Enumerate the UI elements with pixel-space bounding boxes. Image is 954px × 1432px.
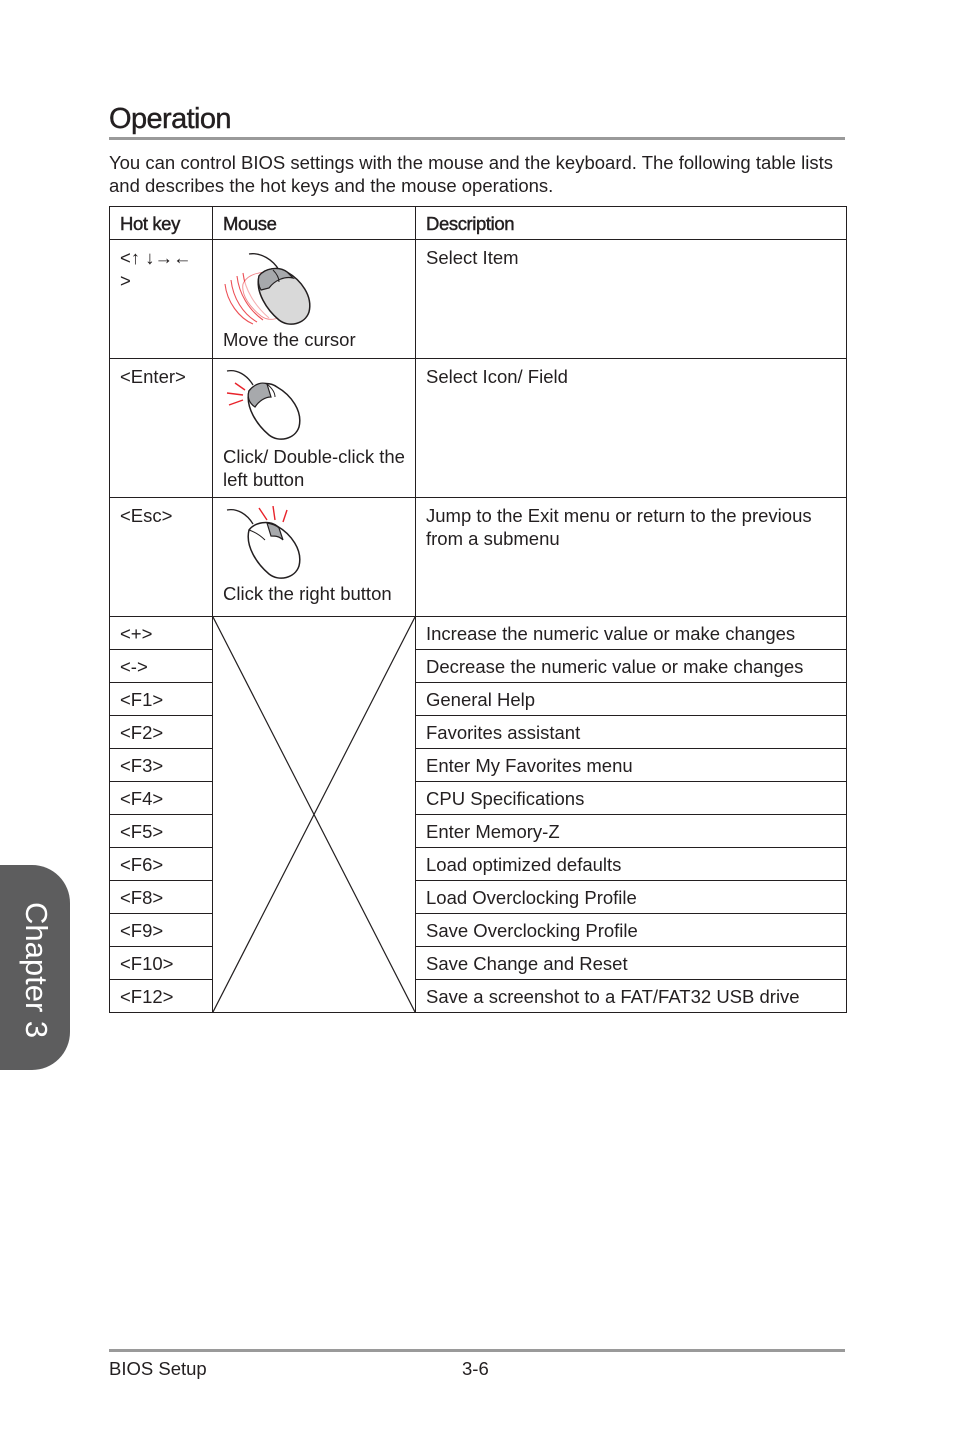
header-hotkey: Hot key — [110, 207, 213, 240]
hotkey-cell: <-> — [110, 650, 213, 683]
mouse-right-click-icon — [223, 506, 323, 582]
description-cell: Save a screenshot to a FAT/FAT32 USB drive — [416, 980, 847, 1013]
table-row — [110, 617, 847, 650]
chapter-label: Chapter 3 — [19, 901, 54, 1039]
page-number: 3-6 — [462, 1358, 489, 1379]
footer-section-title: BIOS Setup — [109, 1358, 207, 1379]
header-description: Description — [416, 207, 847, 240]
mouse-caption: Click/ Double-click the left button — [223, 446, 405, 490]
page-title: Operation — [109, 103, 231, 135]
intro-paragraph: You can control BIOS settings with the mouse and the keyboard. The following table lists and describes the hot keys and the mouse operations. — [109, 152, 833, 196]
cross-out-mark — [213, 617, 415, 1012]
hotkey-cell: <F12> — [110, 980, 213, 1013]
description-cell: Select Icon/ Field — [416, 359, 847, 498]
description-cell: Increase the numeric value or make changes — [416, 617, 847, 650]
mouse-cell — [213, 359, 416, 498]
table-row — [110, 359, 847, 498]
mouse-caption: Move the cursor — [223, 329, 356, 350]
hotkey-cell: <Enter> — [110, 359, 213, 498]
table-header-row — [110, 207, 847, 240]
description-cell: Favorites assistant — [416, 716, 847, 749]
title-divider — [109, 137, 845, 140]
hotkey-cell: <F3> — [110, 749, 213, 782]
footer-divider — [109, 1349, 845, 1352]
description-cell: Enter My Favorites menu — [416, 749, 847, 782]
description-cell: CPU Specifications — [416, 782, 847, 815]
description-cell: Select Item — [416, 240, 847, 359]
description-cell: Load optimized defaults — [416, 848, 847, 881]
mouse-not-applicable-cell — [213, 617, 416, 1013]
hotkey-table — [109, 206, 847, 1013]
hotkey-cell: <F4> — [110, 782, 213, 815]
description-cell: Enter Memory-Z — [416, 815, 847, 848]
hotkey-cell: <F9> — [110, 914, 213, 947]
description-cell: Save Change and Reset — [416, 947, 847, 980]
description-cell: Save Overclocking Profile — [416, 914, 847, 947]
description-cell: Jump to the Exit menu or return to the previous from a submenu — [416, 498, 847, 617]
hotkey-cell: <F2> — [110, 716, 213, 749]
mouse-move-icon — [223, 248, 335, 328]
description-cell: General Help — [416, 683, 847, 716]
hotkey-cell: <↑ ↓→← > — [110, 240, 213, 359]
table-row — [110, 498, 847, 617]
mouse-cell — [213, 240, 416, 359]
description-cell: Load Overclocking Profile — [416, 881, 847, 914]
mouse-caption: Click the right button — [223, 583, 392, 604]
mouse-left-click-icon — [223, 367, 323, 445]
hotkey-cell: <Esc> — [110, 498, 213, 617]
hotkey-cell: <F6> — [110, 848, 213, 881]
header-mouse: Mouse — [213, 207, 416, 240]
table-row — [110, 240, 847, 359]
description-cell: Decrease the numeric value or make changes — [416, 650, 847, 683]
hotkey-cell: <F10> — [110, 947, 213, 980]
hotkey-cell: <F1> — [110, 683, 213, 716]
hotkey-cell: <+> — [110, 617, 213, 650]
mouse-cell — [213, 498, 416, 617]
hotkey-cell: <F5> — [110, 815, 213, 848]
hotkey-cell: <F8> — [110, 881, 213, 914]
